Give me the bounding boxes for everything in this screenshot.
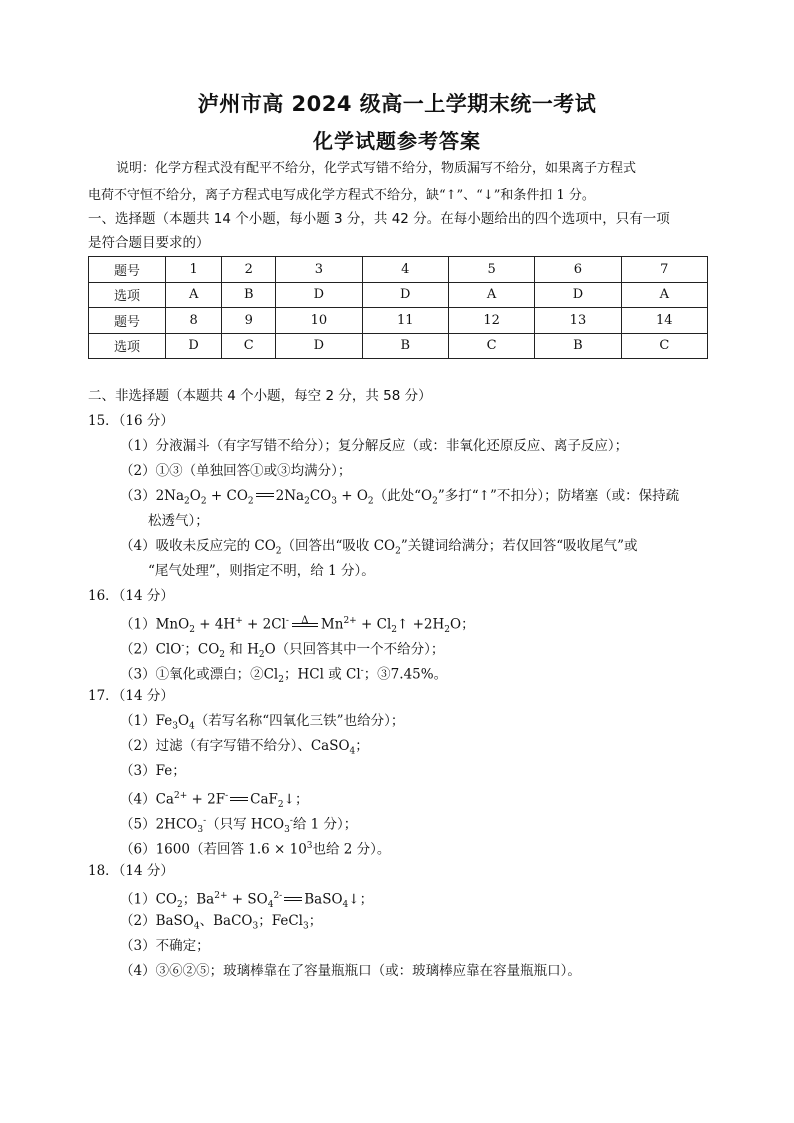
table-header-cell: 选项 <box>89 282 166 308</box>
question-15-label: 15．（16 分） <box>88 413 174 429</box>
grading-note-line-2: 电荷不守恒不给分，离子方程式电写成化学方程式不给分，缺“↑”、“↓”和条件扣 1 分。 <box>88 188 595 203</box>
table-cell: 13 <box>535 308 621 334</box>
heat-condition-icon <box>292 614 318 631</box>
q17-a5-end: 给 1 分）； <box>292 816 358 833</box>
q16-answer-2: （2）ClO-；$CO_2$ 和 $H_2O$（只回答其中一个不给分）； <box>120 641 445 661</box>
q17-answer-4: $(4)Ca^{2+} + 2F^-$ CaF$_2$↓； <box>120 791 309 811</box>
q16-a3: （3）①氧化或漂白；②Cl <box>120 666 279 683</box>
q16-answer-1: （1）MnO$_2$ + 4H+ + 2Cl- Δ $Mn^{2+}$ + $Cl_2↑ +2H_2O$； <box>88 609 728 634</box>
table-cell: C <box>222 333 276 359</box>
table-cell: D <box>166 333 222 359</box>
page-title: 泸州市高 2024 级高一上学期末统一考试 <box>197 92 597 116</box>
table-row <box>89 308 708 334</box>
table-row <box>89 257 708 283</box>
q16-a1-prefix: （1）MnO <box>120 616 190 633</box>
table-cell: C <box>448 333 534 359</box>
table-cell: 1 <box>166 257 222 283</box>
q17-a1-tail: （若写名称“四氧化三铁”也给分）； <box>194 713 405 729</box>
table-cell: A <box>166 282 222 308</box>
table-cell: 8 <box>166 308 222 334</box>
table-cell: D <box>276 282 362 308</box>
grading-note-line-1: 说明：化学方程式没有配平不给分，化学式写错不给分，物质漏写不给分，如果离子方程式 <box>116 161 637 176</box>
q16-a2-tail: （只回答其中一个不给分）； <box>275 641 445 658</box>
q15-answer-4: （4）吸收未反应完的 $CO_2$（回答出“吸收 $CO_2$”关键词给满分；若仅回答“吸收尾气”或 <box>120 538 638 557</box>
table-cell: C <box>621 333 707 359</box>
q17-answer-5: $(5)2HCO_3^-$（只写 $HCO_3^-$给 1 分）； <box>120 816 358 836</box>
grading-note <box>88 155 708 209</box>
section1-heading-line-2: 是符合题目要求的） <box>88 235 210 251</box>
q17-a6: （6）1600（若回答 1.6 × 10 <box>120 841 307 858</box>
table-cell: 4 <box>362 257 448 283</box>
equals-sign-icon <box>284 893 302 905</box>
table-cell: 7 <box>621 257 707 283</box>
q15-a3-suffix: （此处“O <box>373 488 433 504</box>
table-cell: 2 <box>222 257 276 283</box>
q15-a3-prefix: （3）2Na <box>120 488 185 504</box>
table-cell: D <box>535 282 621 308</box>
q15-answer-4-cont: “尾气处理”，则指定不明，给 1 分）。 <box>148 563 375 579</box>
table-header-cell: 选项 <box>89 333 166 359</box>
q17-answer-3: （3）Fe； <box>120 763 186 779</box>
q18-a1-prefix: （1）CO <box>120 891 177 908</box>
q18-answer-2: （2）BaSO$_4$、BaCO$_3$；FeCl$_3$； <box>120 913 323 932</box>
table-cell: D <box>276 333 362 359</box>
q15-a4-tail: ”关键词给满分；若仅回答“吸收尾气”或 <box>400 538 638 554</box>
table-cell: 6 <box>535 257 621 283</box>
table-cell: 3 <box>276 257 362 283</box>
equals-sign-icon <box>256 489 274 501</box>
table-cell: B <box>535 333 621 359</box>
table-cell: 5 <box>448 257 534 283</box>
q18-answer-4: （4）③⑥②⑤；玻璃棒靠在了容量瓶瓶口（或：玻璃棒应靠在容量瓶瓶口）。 <box>120 963 581 979</box>
q17-a5-tail: （只写 HCO <box>206 816 285 833</box>
q18-answer-3: （3）不确定； <box>120 938 210 954</box>
section2 <box>88 384 728 984</box>
q15-answer-3: $(3)2Na_2O_2 + CO_2$ $2Na_2CO_3 + O_2$（此处“$O_2$”多打“↑”不扣分）；防堵塞（或：保持疏 <box>120 488 680 507</box>
q18-a2: （2）BaSO <box>120 913 194 929</box>
q18-answer-1: $(1)CO_2$；$Ba^{2+} + SO_4^{2-}$ BaSO$_4$↓； <box>120 891 374 911</box>
table-cell: 12 <box>448 308 534 334</box>
q16-answer-3: （3）①氧化或漂白；$②Cl_2$；HCl 或 Cl-；③7.45%。 <box>120 666 448 686</box>
section2-heading: 二、非选择题（本题共 4 个小题，每空 2 分，共 58 分） <box>88 388 432 404</box>
question-17-label: 17．（14 分） <box>88 688 174 704</box>
q17-answer-1: $(1)Fe_3O_4$（若写名称“四氧化三铁”也给分）； <box>120 713 405 732</box>
table-header-cell: 题号 <box>89 308 166 334</box>
q16-a3-tail: ；③7.45%。 <box>363 666 448 683</box>
q17-a5-prefix: （5）2HCO <box>120 816 198 833</box>
q15-answer-2: （2）①③（单独回答①或③均满分）； <box>120 463 352 479</box>
page-subtitle: 化学试题参考答案 <box>313 129 481 153</box>
q15-a4-prefix: （4）吸收未反应完的 CO <box>120 538 276 554</box>
table-header-cell: 题号 <box>89 257 166 283</box>
q15-answer-3-cont: 松透气）； <box>148 513 209 529</box>
table-cell: A <box>621 282 707 308</box>
table-row <box>89 333 708 359</box>
q15-answer-1: （1）分液漏斗（有字写错不给分）；复分解反应（或：非氧化还原反应、离子反应）； <box>120 438 629 454</box>
q17-answer-2: （2）过滤（有字写错不给分）、CaSO$_4$； <box>120 738 369 757</box>
question-18-label: 18．（14 分） <box>88 863 174 879</box>
table-cell: A <box>448 282 534 308</box>
equals-sign-icon <box>230 793 248 805</box>
answer-table <box>88 256 708 359</box>
delta-symbol: Δ <box>301 614 309 626</box>
table-cell: 9 <box>222 308 276 334</box>
table-cell: B <box>362 333 448 359</box>
table-cell: D <box>362 282 448 308</box>
q17-a6-tail: 也给 2 分）。 <box>312 841 391 858</box>
section1-heading-line-1: 一、选择题（本题共 14 个小题，每小题 3 分，共 42 分。在每小题给出的四个选项中，只有一项 <box>88 211 670 227</box>
q17-a4-prefix: （4）Ca <box>120 791 174 808</box>
q17-a1-prefix: （1）Fe <box>120 713 173 729</box>
table-row <box>89 282 708 308</box>
table-cell: B <box>222 282 276 308</box>
q16-a2-prefix: （2）ClO <box>120 641 182 658</box>
table-cell: 10 <box>276 308 362 334</box>
q17-a2: （2）过滤（有字写错不给分）、CaSO <box>120 738 350 754</box>
q15-a3-tail: ”多打“↑”不扣分）；防堵塞（或：保持疏 <box>437 488 680 504</box>
table-cell: 14 <box>621 308 707 334</box>
table-cell: 11 <box>362 308 448 334</box>
q15-a4-mid: （回答出“吸收 CO <box>281 538 396 554</box>
q17-answer-6: （6）1600（若回答 $1.6 \times 10^3$也给 2 分）。 <box>120 841 391 858</box>
question-16-label: 16．（14 分） <box>88 588 174 604</box>
